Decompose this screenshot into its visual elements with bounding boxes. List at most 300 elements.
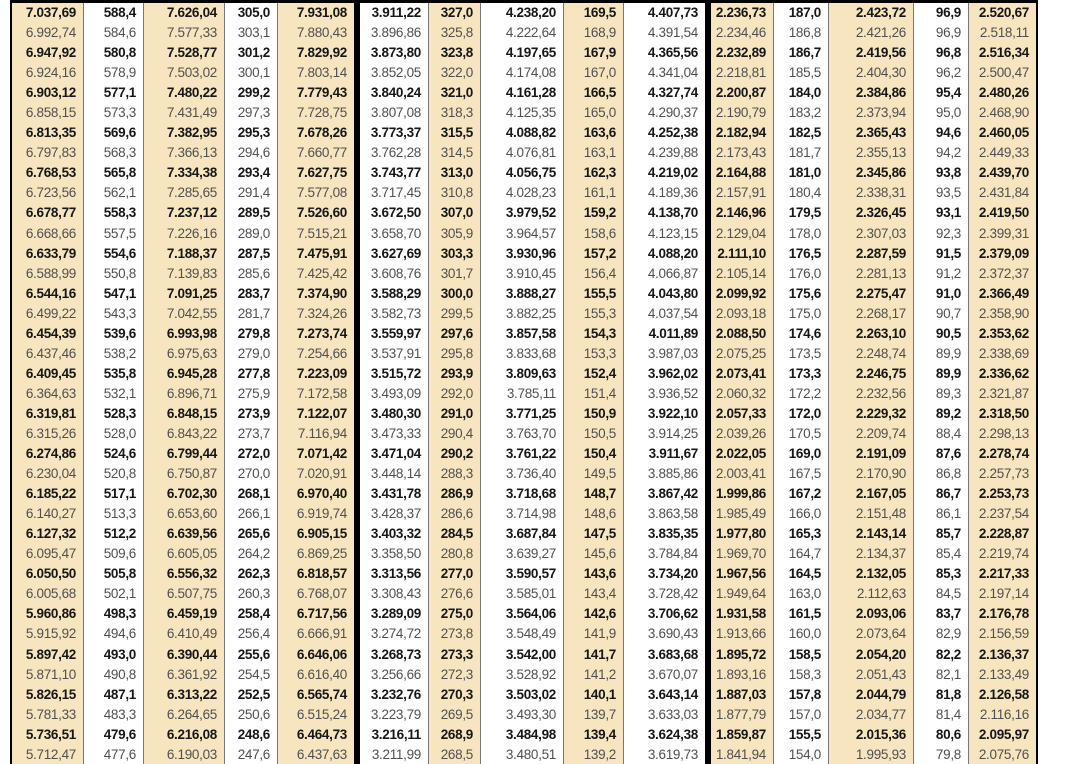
table-cell: 157,2	[564, 244, 624, 264]
table-cell: 158,5	[774, 645, 829, 665]
table-cell: 157,8	[774, 685, 829, 705]
table-cell: 4.252,38	[624, 123, 711, 143]
table-cell: 6.919,74	[278, 504, 360, 524]
table-cell: 266,1	[225, 504, 278, 524]
table-cell: 6.390,44	[144, 645, 225, 665]
table-cell: 7.374,90	[278, 284, 360, 304]
table-row	[12, 725, 1036, 745]
table-cell: 289,5	[225, 203, 278, 223]
table-cell: 6.459,19	[144, 604, 225, 624]
table-row	[12, 584, 1036, 604]
table-cell: 3.619,73	[624, 745, 711, 764]
table-cell: 6.185,22	[12, 484, 84, 504]
table-cell: 7.382,95	[144, 123, 225, 143]
table-cell: 89,2	[914, 404, 969, 424]
table-cell: 2.129,04	[711, 224, 774, 244]
table-cell: 3.964,57	[481, 224, 564, 244]
table-cell: 272,0	[225, 444, 278, 464]
table-cell: 2.257,73	[969, 464, 1036, 484]
table-cell: 250,6	[225, 705, 278, 725]
table-cell: 2.298,13	[969, 424, 1036, 444]
table-cell: 3.582,73	[360, 304, 429, 324]
table-cell: 96,2	[914, 63, 969, 83]
table-cell: 2.039,26	[711, 424, 774, 444]
table-cell: 293,9	[429, 364, 481, 384]
table-cell: 490,8	[84, 665, 144, 685]
table-cell: 6.409,45	[12, 364, 84, 384]
table-cell: 3.857,58	[481, 324, 564, 344]
table-cell: 6.454,39	[12, 324, 84, 344]
table-cell: 293,4	[225, 163, 278, 183]
table-cell: 4.219,02	[624, 163, 711, 183]
table-cell: 3.987,03	[624, 344, 711, 364]
table-cell: 3.936,52	[624, 384, 711, 404]
table-cell: 173,3	[774, 364, 829, 384]
table-cell: 3.717,45	[360, 183, 429, 203]
table-cell: 6.605,05	[144, 544, 225, 564]
table-cell: 7.334,38	[144, 163, 225, 183]
table-cell: 277,8	[225, 364, 278, 384]
table-cell: 154,0	[774, 745, 829, 764]
table-cell: 6.544,16	[12, 284, 84, 304]
table-cell: 155,3	[564, 304, 624, 324]
table-row	[12, 63, 1036, 83]
table-cell: 7.139,83	[144, 264, 225, 284]
table-cell: 487,1	[84, 685, 144, 705]
table-cell: 3.885,86	[624, 464, 711, 484]
table-cell: 2.237,54	[969, 504, 1036, 524]
table-cell: 6.945,28	[144, 364, 225, 384]
table-cell: 6.799,44	[144, 444, 225, 464]
table-cell: 5.871,10	[12, 665, 84, 685]
table-cell: 303,3	[429, 244, 481, 264]
table-cell: 2.170,90	[829, 464, 914, 484]
table-cell: 1.877,79	[711, 705, 774, 725]
table-cell: 161,1	[564, 183, 624, 203]
table-cell: 3.706,62	[624, 604, 711, 624]
table-cell: 291,0	[429, 404, 481, 424]
table-cell: 4.088,82	[481, 123, 564, 143]
table-cell: 82,2	[914, 645, 969, 665]
table-cell: 176,0	[774, 264, 829, 284]
table-cell: 524,6	[84, 444, 144, 464]
table-cell: 2.044,79	[829, 685, 914, 705]
table-cell: 3.216,11	[360, 725, 429, 745]
table-cell: 3.608,76	[360, 264, 429, 284]
table-cell: 6.768,07	[278, 584, 360, 604]
table-cell: 2.095,97	[969, 725, 1036, 745]
table-cell: 310,8	[429, 183, 481, 203]
table-cell: 2.275,47	[829, 284, 914, 304]
table-cell: 3.256,66	[360, 665, 429, 685]
table-cell: 4.088,20	[624, 244, 711, 264]
table-cell: 7.116,94	[278, 424, 360, 444]
table-cell: 6.361,92	[144, 665, 225, 685]
table-cell: 2.156,59	[969, 624, 1036, 644]
table-cell: 2.232,56	[829, 384, 914, 404]
table-cell: 3.728,42	[624, 584, 711, 604]
table-cell: 3.771,25	[481, 404, 564, 424]
table-cell: 6.717,56	[278, 604, 360, 624]
table-cell: 6.437,63	[278, 745, 360, 764]
table-cell: 3.289,09	[360, 604, 429, 624]
table-cell: 1.913,66	[711, 624, 774, 644]
table-cell: 3.564,06	[481, 604, 564, 624]
table-row	[12, 23, 1036, 43]
table-cell: 3.588,29	[360, 284, 429, 304]
table-cell: 1.931,58	[711, 604, 774, 624]
table-cell: 141,2	[564, 665, 624, 685]
table-cell: 172,2	[774, 384, 829, 404]
table-cell: 6.896,71	[144, 384, 225, 404]
table-cell: 96,9	[914, 3, 969, 23]
table-cell: 2.197,14	[969, 584, 1036, 604]
table-cell: 6.639,56	[144, 524, 225, 544]
quotes-table	[10, 0, 1038, 764]
table-cell: 6.230,04	[12, 464, 84, 484]
table-cell: 3.590,57	[481, 564, 564, 584]
table-cell: 6.565,74	[278, 685, 360, 705]
table-row	[12, 524, 1036, 544]
table-cell: 7.626,04	[144, 3, 225, 23]
table-cell: 2.073,41	[711, 364, 774, 384]
table-cell: 7.431,49	[144, 103, 225, 123]
table-cell: 2.268,17	[829, 304, 914, 324]
table-cell: 273,9	[225, 404, 278, 424]
table-cell: 7.728,75	[278, 103, 360, 123]
table-cell: 535,8	[84, 364, 144, 384]
table-cell: 550,8	[84, 264, 144, 284]
table-cell: 2.338,31	[829, 183, 914, 203]
table-cell: 3.627,69	[360, 244, 429, 264]
table-row	[12, 685, 1036, 705]
table-cell: 7.020,91	[278, 464, 360, 484]
table-row	[12, 484, 1036, 504]
table-cell: 3.687,84	[481, 524, 564, 544]
table-cell: 96,8	[914, 43, 969, 63]
table-cell: 86,7	[914, 484, 969, 504]
table-cell: 175,0	[774, 304, 829, 324]
table-cell: 543,3	[84, 304, 144, 324]
table-cell: 283,7	[225, 284, 278, 304]
table-cell: 539,6	[84, 324, 144, 344]
table-cell: 2.057,33	[711, 404, 774, 424]
table-cell: 3.683,68	[624, 645, 711, 665]
table-cell: 85,4	[914, 544, 969, 564]
table-cell: 5.897,42	[12, 645, 84, 665]
table-cell: 323,8	[429, 43, 481, 63]
table-cell: 156,4	[564, 264, 624, 284]
table-cell: 2.173,43	[711, 143, 774, 163]
table-row	[12, 224, 1036, 244]
table-cell: 143,4	[564, 584, 624, 604]
table-cell: 2.419,56	[829, 43, 914, 63]
table-row	[12, 264, 1036, 284]
table-cell: 7.226,16	[144, 224, 225, 244]
table-cell: 297,3	[225, 103, 278, 123]
table-cell: 2.228,87	[969, 524, 1036, 544]
table-cell: 2.143,14	[829, 524, 914, 544]
table-cell: 183,2	[774, 103, 829, 123]
table-cell: 3.714,98	[481, 504, 564, 524]
table-row	[12, 745, 1036, 764]
table-cell: 7.037,69	[12, 3, 84, 23]
table-cell: 483,3	[84, 705, 144, 725]
table-cell: 580,8	[84, 43, 144, 63]
table-cell: 6.633,79	[12, 244, 84, 264]
table-cell: 3.930,96	[481, 244, 564, 264]
table-cell: 141,9	[564, 624, 624, 644]
table-cell: 477,6	[84, 745, 144, 764]
table-cell: 3.743,77	[360, 163, 429, 183]
table-row	[12, 705, 1036, 725]
table-cell: 88,4	[914, 424, 969, 444]
table-cell: 6.264,65	[144, 705, 225, 725]
table-cell: 528,3	[84, 404, 144, 424]
table-cell: 295,3	[225, 123, 278, 143]
table-cell: 2.355,13	[829, 143, 914, 163]
table-cell: 502,1	[84, 584, 144, 604]
table-cell: 7.285,65	[144, 183, 225, 203]
table-cell: 292,0	[429, 384, 481, 404]
table-cell: 89,3	[914, 384, 969, 404]
table-cell: 268,5	[429, 745, 481, 764]
table-cell: 6.464,73	[278, 725, 360, 745]
table-cell: 186,7	[774, 43, 829, 63]
table-cell: 327,0	[429, 3, 481, 23]
table-cell: 165,3	[774, 524, 829, 544]
table-cell: 268,1	[225, 484, 278, 504]
table-cell: 573,3	[84, 103, 144, 123]
table-cell: 314,5	[429, 143, 481, 163]
table-cell: 3.809,63	[481, 364, 564, 384]
table-cell: 92,3	[914, 224, 969, 244]
table-cell: 2.287,59	[829, 244, 914, 264]
table-cell: 322,0	[429, 63, 481, 83]
table-cell: 2.234,46	[711, 23, 774, 43]
table-cell: 4.011,89	[624, 324, 711, 344]
table-cell: 7.091,25	[144, 284, 225, 304]
table-cell: 79,8	[914, 745, 969, 764]
table-cell: 2.384,86	[829, 83, 914, 103]
table-row	[12, 123, 1036, 143]
table-cell: 6.653,60	[144, 504, 225, 524]
table-cell: 3.515,72	[360, 364, 429, 384]
table-cell: 4.076,81	[481, 143, 564, 163]
table-cell: 294,6	[225, 143, 278, 163]
table-cell: 557,5	[84, 224, 144, 244]
table-cell: 94,2	[914, 143, 969, 163]
table-cell: 3.223,79	[360, 705, 429, 725]
table-cell: 3.428,37	[360, 504, 429, 524]
table-cell: 280,8	[429, 544, 481, 564]
table-cell: 264,2	[225, 544, 278, 564]
table-row	[12, 83, 1036, 103]
table-cell: 286,9	[429, 484, 481, 504]
table-cell: 2.338,69	[969, 344, 1036, 364]
table-cell: 7.803,14	[278, 63, 360, 83]
table-cell: 2.278,74	[969, 444, 1036, 464]
table-cell: 2.191,09	[829, 444, 914, 464]
table-cell: 147,5	[564, 524, 624, 544]
table-cell: 148,7	[564, 484, 624, 504]
table-cell: 273,8	[429, 624, 481, 644]
table-cell: 498,3	[84, 604, 144, 624]
table-cell: 158,6	[564, 224, 624, 244]
table-cell: 158,3	[774, 665, 829, 685]
table-cell: 258,4	[225, 604, 278, 624]
table-cell: 2.003,41	[711, 464, 774, 484]
table-row	[12, 3, 1036, 23]
table-cell: 6.905,15	[278, 524, 360, 544]
table-cell: 255,6	[225, 645, 278, 665]
table-cell: 6.050,50	[12, 564, 84, 584]
table-cell: 2.182,94	[711, 123, 774, 143]
table-row	[12, 424, 1036, 444]
table-cell: 248,6	[225, 725, 278, 745]
table-cell: 565,8	[84, 163, 144, 183]
table-cell: 141,7	[564, 645, 624, 665]
table-cell: 279,0	[225, 344, 278, 364]
table-cell: 2.399,31	[969, 224, 1036, 244]
table-cell: 4.028,23	[481, 183, 564, 203]
table-cell: 175,6	[774, 284, 829, 304]
table-cell: 2.373,94	[829, 103, 914, 123]
table-cell: 2.248,74	[829, 344, 914, 364]
table-cell: 305,0	[225, 3, 278, 23]
table-cell: 7.678,26	[278, 123, 360, 143]
table-cell: 169,0	[774, 444, 829, 464]
table-cell: 4.407,73	[624, 3, 711, 23]
table-cell: 85,7	[914, 524, 969, 544]
table-cell: 167,9	[564, 43, 624, 63]
table-cell: 528,0	[84, 424, 144, 444]
table-cell: 2.307,03	[829, 224, 914, 244]
table-cell: 4.123,15	[624, 224, 711, 244]
table-cell: 6.616,40	[278, 665, 360, 685]
table-cell: 268,9	[429, 725, 481, 745]
table-cell: 578,9	[84, 63, 144, 83]
table-cell: 1.895,72	[711, 645, 774, 665]
table-cell: 6.499,22	[12, 304, 84, 324]
table-cell: 2.421,26	[829, 23, 914, 43]
table-cell: 3.493,30	[481, 705, 564, 725]
table-cell: 6.507,75	[144, 584, 225, 604]
table-cell: 5.826,15	[12, 685, 84, 705]
table-cell: 3.480,51	[481, 745, 564, 764]
table-cell: 7.627,75	[278, 163, 360, 183]
table-row	[12, 364, 1036, 384]
table-cell: 3.761,22	[481, 444, 564, 464]
table-cell: 2.366,49	[969, 284, 1036, 304]
table-cell: 532,1	[84, 384, 144, 404]
table-cell: 168,9	[564, 23, 624, 43]
table-cell: 184,0	[774, 83, 829, 103]
table-cell: 276,6	[429, 584, 481, 604]
table-cell: 307,0	[429, 203, 481, 223]
table-cell: 265,6	[225, 524, 278, 544]
table-cell: 3.431,78	[360, 484, 429, 504]
table-cell: 1.985,49	[711, 504, 774, 524]
table-cell: 318,3	[429, 103, 481, 123]
table-cell: 166,5	[564, 83, 624, 103]
table-cell: 313,0	[429, 163, 481, 183]
table-cell: 82,9	[914, 624, 969, 644]
table-cell: 3.833,68	[481, 344, 564, 364]
table-cell: 2.419,50	[969, 203, 1036, 223]
table-cell: 288,3	[429, 464, 481, 484]
table-cell: 4.161,28	[481, 83, 564, 103]
table-cell: 3.910,45	[481, 264, 564, 284]
table-cell: 2.518,11	[969, 23, 1036, 43]
table-cell: 93,1	[914, 203, 969, 223]
table-cell: 4.189,36	[624, 183, 711, 203]
table-cell: 2.111,10	[711, 244, 774, 264]
table-cell: 300,0	[429, 284, 481, 304]
table-row	[12, 143, 1036, 163]
table-cell: 1.949,64	[711, 584, 774, 604]
table-cell: 2.318,50	[969, 404, 1036, 424]
table-cell: 169,5	[564, 3, 624, 23]
table-cell: 91,5	[914, 244, 969, 264]
table-cell: 86,1	[914, 504, 969, 524]
table-row	[12, 504, 1036, 524]
table-row	[12, 163, 1036, 183]
table-cell: 151,4	[564, 384, 624, 404]
table-cell: 2.093,06	[829, 604, 914, 624]
table-cell: 3.211,99	[360, 745, 429, 764]
table-cell: 95,4	[914, 83, 969, 103]
table-cell: 3.537,91	[360, 344, 429, 364]
table-cell: 150,9	[564, 404, 624, 424]
table-cell: 5.736,51	[12, 725, 84, 745]
table-cell: 2.439,70	[969, 163, 1036, 183]
table-cell: 2.460,05	[969, 123, 1036, 143]
table-cell: 1.859,87	[711, 725, 774, 745]
table-cell: 167,2	[774, 484, 829, 504]
table-cell: 2.516,34	[969, 43, 1036, 63]
table-cell: 150,5	[564, 424, 624, 444]
table-row	[12, 244, 1036, 264]
table-cell: 174,6	[774, 324, 829, 344]
table-row	[12, 404, 1036, 424]
table-cell: 588,4	[84, 3, 144, 23]
table-cell: 303,1	[225, 23, 278, 43]
table-cell: 272,3	[429, 665, 481, 685]
table-cell: 287,5	[225, 244, 278, 264]
table-cell: 2.372,37	[969, 264, 1036, 284]
table-cell: 163,1	[564, 143, 624, 163]
table-cell: 5.712,47	[12, 745, 84, 764]
table-cell: 2.217,33	[969, 564, 1036, 584]
table-cell: 145,6	[564, 544, 624, 564]
table-cell: 162,3	[564, 163, 624, 183]
table-cell: 7.475,91	[278, 244, 360, 264]
table-cell: 2.146,96	[711, 203, 774, 223]
table-cell: 286,6	[429, 504, 481, 524]
table-cell: 2.190,79	[711, 103, 774, 123]
table-cell: 6.992,74	[12, 23, 84, 43]
table-cell: 3.484,98	[481, 725, 564, 745]
table-cell: 4.138,70	[624, 203, 711, 223]
table-row	[12, 665, 1036, 685]
table-cell: 185,5	[774, 63, 829, 83]
table-cell: 165,0	[564, 103, 624, 123]
table-cell: 4.327,74	[624, 83, 711, 103]
table-cell: 4.066,87	[624, 264, 711, 284]
table-cell: 2.500,47	[969, 63, 1036, 83]
table-cell: 577,1	[84, 83, 144, 103]
